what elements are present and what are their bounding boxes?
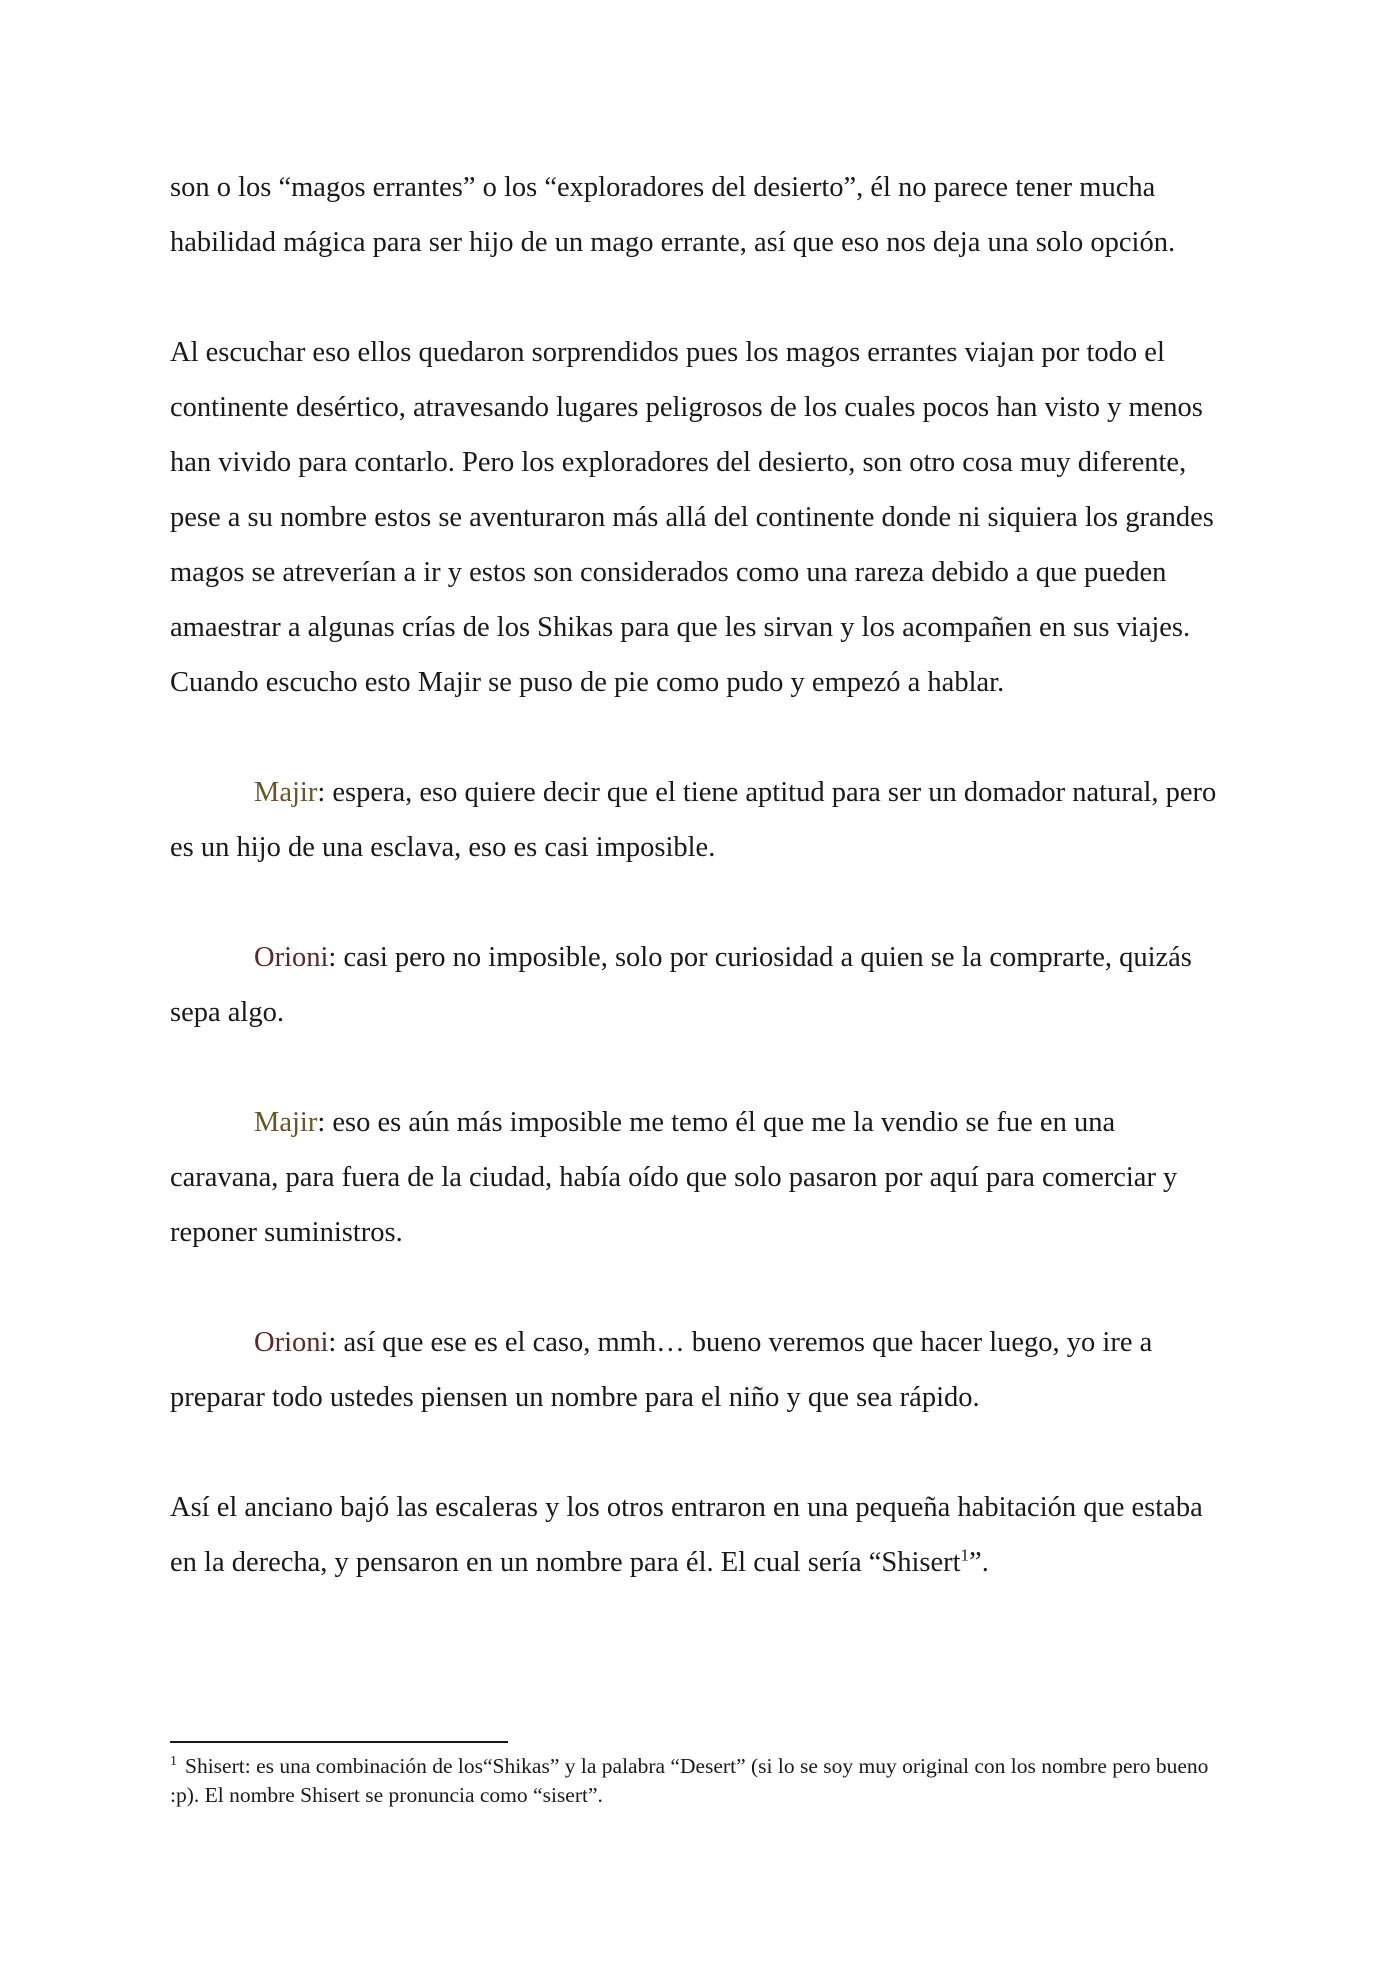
dialogue-line (170, 1315, 1230, 1425)
paragraph-gap (170, 710, 1230, 765)
dialogue-text: : casi pero no imposible, solo por curiosidad a quien se la comprarte, quizás sepa algo. (170, 942, 1192, 1028)
paragraph-gap (170, 875, 1230, 930)
paragraph-gap (170, 1260, 1230, 1315)
closing-text: Así el anciano bajó las escaleras y los otros entraron en una pequeña habitación que estaba en la derecha, y pensaron en un nombre para él. El cual sería “Shisert (170, 1492, 1203, 1578)
document-body (170, 160, 1230, 1590)
dialogue-text: : así que ese es el caso, mmh… bueno veremos que hacer luego, yo ire a preparar todo ustedes piensen un nombre para el niño y que sea rápido. (170, 1327, 1153, 1413)
paragraph-gap (170, 1040, 1230, 1095)
footnote-separator (170, 1741, 508, 1743)
footnote (170, 1752, 1230, 1810)
paragraph: Al escuchar eso ellos quedaron sorprendidos pues los magos errantes viajan por todo el continente desértico, atravesando lugares peligrosos de los cuales pocos han visto y menos han vivido para contarlo. Pero los exploradores del desierto, son otro cosa muy diferente, pese a su nombre estos se aventuraron más allá del continente donde ni siquiera los grandes magos se atreverían a ir y estos son considerados como una rareza debido a que pueden amaestrar a algunas crías de los Shikas para que les sirvan y los acompañen en sus viajes. (170, 337, 1214, 643)
paragraph-gap (170, 270, 1230, 325)
paragraph: Cuando escucho esto Majir se puso de pie como pudo y empezó a hablar. (170, 667, 1005, 698)
paragraph-gap (170, 1425, 1230, 1480)
speaker-name: Majir (254, 1107, 318, 1138)
speaker-name: Majir (254, 777, 318, 808)
dialogue-line (170, 930, 1230, 1040)
paragraph-closing (170, 1480, 1230, 1590)
speaker-name: Orioni (254, 942, 329, 973)
footnote-reference[interactable]: 1 (960, 1545, 970, 1565)
footnote-text: Shisert: es una combinación de los“Shikas” y la palabra “Desert” (si lo se soy muy original con los nombre pero bueno :p). El nombre Shisert se pronuncia como “sisert”. (170, 1754, 1209, 1807)
footnote-number: 1 (170, 1753, 177, 1769)
speaker-name: Orioni (254, 1327, 329, 1358)
dialogue-text: : eso es aún más imposible me temo él que me la vendio se fue en una caravana, para fuera de la ciudad, había oído que solo pasaron por aquí para comerciar y reponer suministros. (170, 1107, 1178, 1248)
paragraph: son o los “magos errantes” o los “exploradores del desierto”, él no parece tener mucha habilidad mágica para ser hijo de un mago errante, así que eso nos deja una solo opción. (170, 172, 1176, 258)
dialogue-text: : espera, eso quiere decir que el tiene aptitud para ser un domador natural, pero es un hijo de una esclava, eso es casi imposible. (170, 777, 1217, 863)
dialogue-line (170, 765, 1230, 875)
closing-text-end: ”. (969, 1547, 989, 1578)
dialogue-line (170, 1095, 1230, 1260)
